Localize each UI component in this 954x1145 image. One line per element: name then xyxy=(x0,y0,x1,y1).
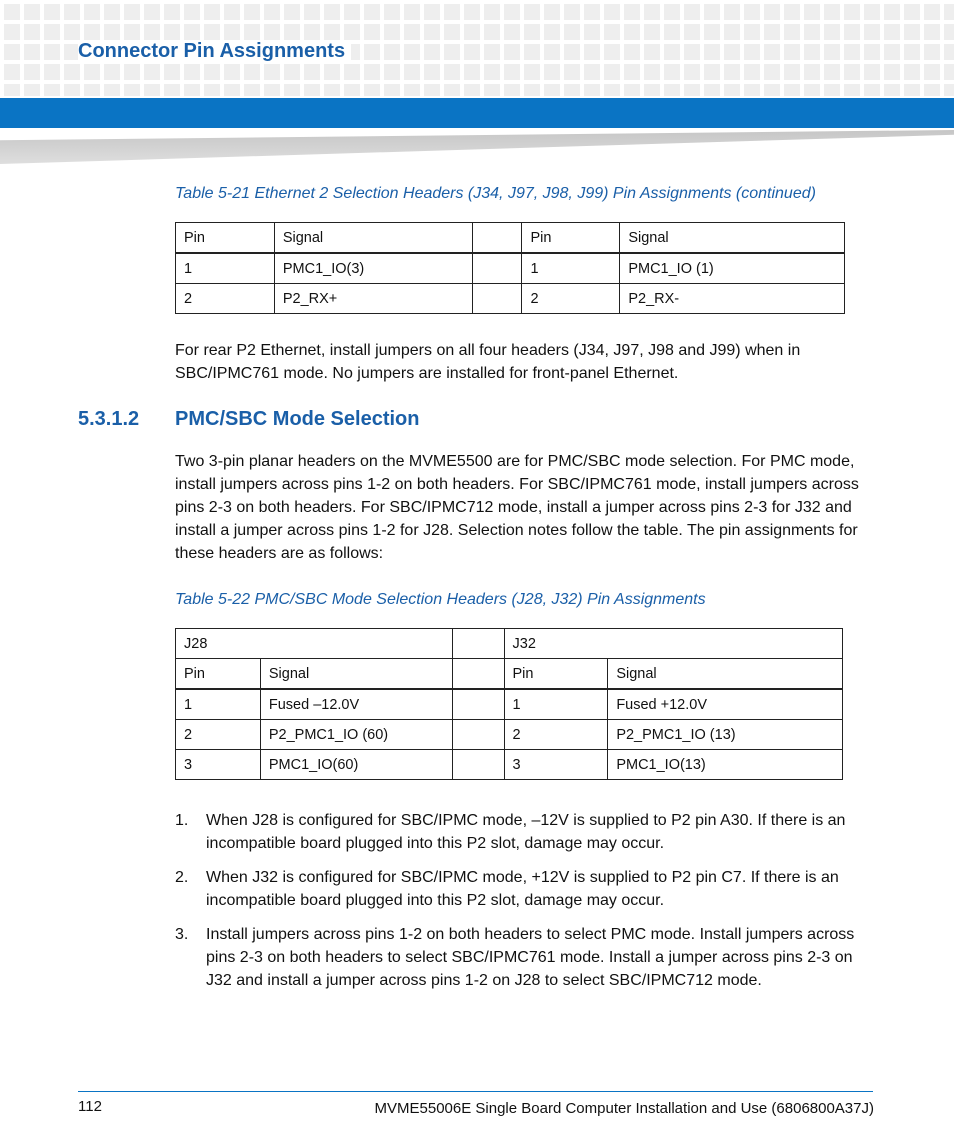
header-blue-bar xyxy=(0,98,954,128)
table1-header-cell: Pin xyxy=(522,223,620,254)
table-cell: P2_PMC1_IO (13) xyxy=(608,720,843,750)
list-marker: 2. xyxy=(175,869,189,886)
table2-header-cell: Pin xyxy=(504,659,608,690)
list-item-text: When J32 is configured for SBC/IPMC mode, +12V is supplied to P2 pin C7. If there is an incompatible board plugged into this P2 slot, damage may occur. xyxy=(206,869,839,909)
table-cell: 2 xyxy=(504,720,608,750)
table-cell xyxy=(452,750,504,780)
list-marker: 1. xyxy=(175,812,189,829)
table-cell xyxy=(472,253,522,284)
table2-group-j32: J32 xyxy=(504,629,843,659)
table2-header-row xyxy=(176,659,843,690)
list-item xyxy=(175,923,875,992)
table2-header-cell xyxy=(452,659,504,690)
table-cell: PMC1_IO (1) xyxy=(620,253,845,284)
table-cell: PMC1_IO(3) xyxy=(274,253,472,284)
table2-group-j28: J28 xyxy=(176,629,453,659)
table2 xyxy=(175,628,843,780)
table-row xyxy=(176,284,845,314)
table1-caption: Table 5-21 Ethernet 2 Selection Headers (J34, J97, J98, J99) Pin Assignments (continued) xyxy=(175,185,816,202)
table2-header-cell: Pin xyxy=(176,659,261,690)
table-cell xyxy=(472,284,522,314)
footer-document-title: MVME55006E Single Board Computer Installation and Use (6806800A37J) xyxy=(374,1100,874,1117)
footer-page-number: 112 xyxy=(78,1098,102,1115)
list-item xyxy=(175,809,875,855)
section-heading xyxy=(78,408,419,431)
table-cell xyxy=(452,689,504,720)
selection-notes-list xyxy=(175,809,875,1003)
table-cell: 3 xyxy=(504,750,608,780)
table-cell: P2_RX- xyxy=(620,284,845,314)
table2-caption: Table 5-22 PMC/SBC Mode Selection Headers (J28, J32) Pin Assignments xyxy=(175,591,706,608)
table1-header-cell: Signal xyxy=(274,223,472,254)
table-row xyxy=(176,253,845,284)
table-cell: 1 xyxy=(176,253,275,284)
section-number: 5.3.1.2 xyxy=(78,408,140,430)
table2-header-cell: Signal xyxy=(260,659,452,690)
table-cell: Fused –12.0V xyxy=(260,689,452,720)
paragraph-mode-selection: Two 3-pin planar headers on the MVME5500 are for PMC/SBC mode selection. For PMC mode, install jumpers across pins 1-2 on both headers. For SBC/IPMC761 mode, install jumpers across pins 2-3 on both headers. For SBC/IPMC712 mode, install a jumper across pins 2-3 for J32 and install a jumper across pins 1-2 for J28. Selection notes follow the table. The pin assignments for these headers are as follows: xyxy=(175,453,859,562)
table-cell: 1 xyxy=(504,689,608,720)
table-cell: 2 xyxy=(522,284,620,314)
table1-header-cell: Pin xyxy=(176,223,275,254)
list-item-text: When J28 is configured for SBC/IPMC mode, –12V is supplied to P2 pin A30. If there is an incompatible board plugged into this P2 slot, damage may occur. xyxy=(206,812,846,852)
page-header-title: Connector Pin Assignments xyxy=(78,40,351,63)
footer-rule xyxy=(78,1091,873,1092)
table-cell: 3 xyxy=(176,750,261,780)
table2-header-cell: Signal xyxy=(608,659,843,690)
paragraph-rear-ethernet: For rear P2 Ethernet, install jumpers on all four headers (J34, J97, J98 and J99) when in SBC/IPMC761 mode. No jumpers are installed for front-panel Ethernet. xyxy=(175,342,801,382)
table-row xyxy=(176,750,843,780)
table2-group-spacer xyxy=(452,629,504,659)
section-title: PMC/SBC Mode Selection xyxy=(175,408,420,430)
table1 xyxy=(175,222,845,314)
table-cell: 2 xyxy=(176,284,275,314)
table-cell xyxy=(452,720,504,750)
list-item-text: Install jumpers across pins 1-2 on both headers to select PMC mode. Install jumpers across pins 2-3 on both headers to select SBC/IPMC761 mode. Install a jumper across pins 2-3 on J32 and install a jumper across pins 1-2 on J28 to select SBC/IPMC712 mode. xyxy=(206,926,855,989)
table-row xyxy=(176,720,843,750)
table2-group-row xyxy=(176,629,843,659)
table1-header-cell xyxy=(472,223,522,254)
table1-header-cell: Signal xyxy=(620,223,845,254)
table-row xyxy=(176,689,843,720)
table-cell: 2 xyxy=(176,720,261,750)
table1-header-row xyxy=(176,223,845,254)
table-cell: PMC1_IO(60) xyxy=(260,750,452,780)
header-gray-wedge xyxy=(0,130,954,164)
table-cell: 1 xyxy=(522,253,620,284)
table-cell: P2_PMC1_IO (60) xyxy=(260,720,452,750)
list-item xyxy=(175,866,875,912)
list-marker: 3. xyxy=(175,926,189,943)
table-cell: Fused +12.0V xyxy=(608,689,843,720)
table-cell: P2_RX+ xyxy=(274,284,472,314)
table-cell: 1 xyxy=(176,689,261,720)
table-cell: PMC1_IO(13) xyxy=(608,750,843,780)
